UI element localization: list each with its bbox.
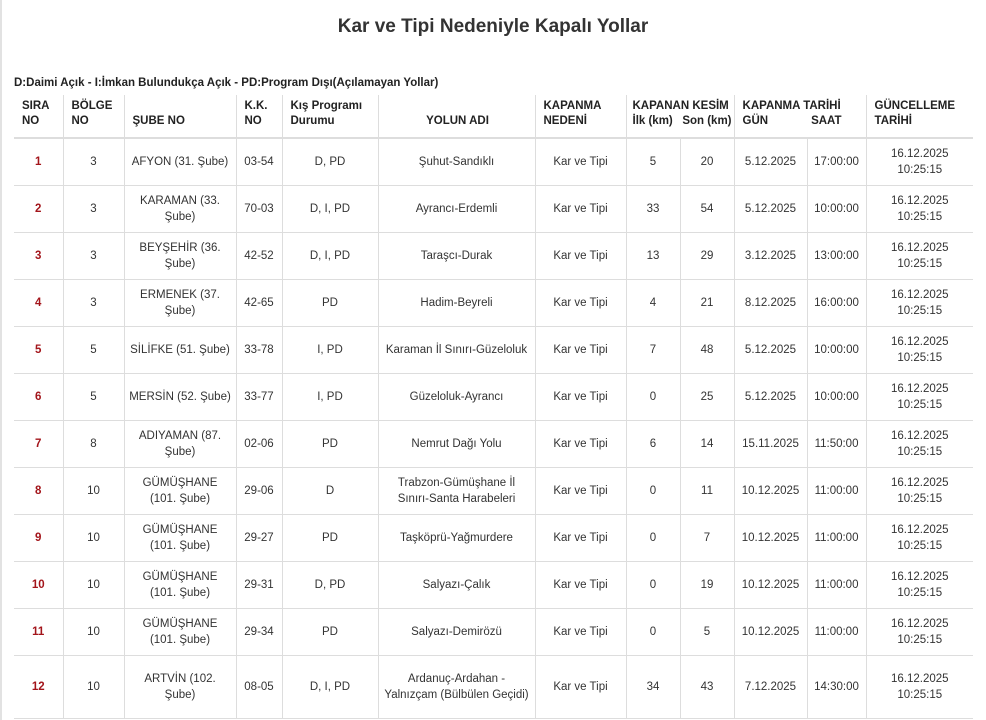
cell-bolge-no: 5 <box>63 374 124 421</box>
cell-yolun-adi: Hadim-Beyreli <box>378 280 535 327</box>
cell-gun: 5.12.2025 <box>734 186 807 233</box>
table-row <box>14 421 973 468</box>
cell-saat: 16:00:00 <box>807 280 866 327</box>
header-sira-no <box>14 95 63 138</box>
cell-kis-programi: D, PD <box>282 138 378 186</box>
cell-sube-no: MERSİN (52. Şube) <box>124 374 236 421</box>
header-kapanan-kesim <box>626 95 734 138</box>
cell-yolun-adi: Güzeloluk-Ayrancı <box>378 374 535 421</box>
cell-son-km: 5 <box>680 609 734 656</box>
cell-kk-no: 70-03 <box>236 186 282 233</box>
cell-saat: 10:00:00 <box>807 374 866 421</box>
guncelleme-date: 16.12.2025 <box>891 383 949 395</box>
cell-gun: 5.12.2025 <box>734 374 807 421</box>
header-saat: SAAT <box>811 115 842 127</box>
cell-kis-programi: D, PD <box>282 562 378 609</box>
cell-kapanma-nedeni: Kar ve Tipi <box>535 280 626 327</box>
table-row <box>14 327 973 374</box>
header-line: KAPANMA <box>543 100 602 112</box>
header-line: NEDENİ <box>543 115 587 127</box>
guncelleme-time: 10:25:15 <box>897 689 943 701</box>
cell-ilk-km: 33 <box>626 186 680 233</box>
cell-saat: 11:00:00 <box>807 562 866 609</box>
header-kapanma-nedeni <box>535 95 626 138</box>
cell-guncelleme-tarihi <box>866 138 973 186</box>
cell-bolge-no: 10 <box>63 515 124 562</box>
cell-son-km: 11 <box>680 468 734 515</box>
cell-sube-no: KARAMAN (33. Şube) <box>124 186 236 233</box>
cell-sira-no: 7 <box>14 421 63 468</box>
header-line: NO <box>244 115 262 127</box>
cell-saat: 14:30:00 <box>807 656 866 719</box>
header-gun: GÜN <box>742 115 769 127</box>
header-guncelleme-tarihi <box>866 95 973 138</box>
cell-kis-programi: PD <box>282 515 378 562</box>
cell-sira-no: 8 <box>14 468 63 515</box>
table-row <box>14 468 973 515</box>
cell-saat: 10:00:00 <box>807 327 866 374</box>
guncelleme-time: 10:25:15 <box>897 211 943 223</box>
cell-son-km: 20 <box>680 138 734 186</box>
cell-sube-no: BEYŞEHİR (36. Şube) <box>124 233 236 280</box>
cell-guncelleme-tarihi <box>866 515 973 562</box>
cell-ilk-km: 7 <box>626 327 680 374</box>
cell-sube-no: GÜMÜŞHANE (101. Şube) <box>124 609 236 656</box>
cell-guncelleme-tarihi <box>866 562 973 609</box>
cell-ilk-km: 4 <box>626 280 680 327</box>
header-yolun-adi: YOLUN ADI <box>378 95 535 138</box>
header-line: SIRA <box>22 100 50 112</box>
header-line: GÜNCELLEME <box>874 100 956 112</box>
cell-gun: 5.12.2025 <box>734 327 807 374</box>
cell-bolge-no: 10 <box>63 609 124 656</box>
cell-sube-no: ADIYAMAN (87. Şube) <box>124 421 236 468</box>
cell-ilk-km: 6 <box>626 421 680 468</box>
header-son-km: Son (km) <box>682 115 732 127</box>
cell-saat: 11:00:00 <box>807 609 866 656</box>
cell-kis-programi: PD <box>282 421 378 468</box>
cell-bolge-no: 5 <box>63 327 124 374</box>
header-bolge-no <box>63 95 124 138</box>
table-row <box>14 233 973 280</box>
cell-yolun-adi: Karaman İl Sınırı-Güzeloluk <box>378 327 535 374</box>
cell-sube-no: GÜMÜŞHANE (101. Şube) <box>124 468 236 515</box>
cell-saat: 11:50:00 <box>807 421 866 468</box>
page-title: Kar ve Tipi Nedeniyle Kapalı Yollar <box>337 16 649 37</box>
cell-kk-no: 29-27 <box>236 515 282 562</box>
table-row <box>14 186 973 233</box>
cell-kapanma-nedeni: Kar ve Tipi <box>535 468 626 515</box>
status-legend: D:Daimi Açık - I:İmkan Bulundukça Açık - PD:Program Dışı(Açılamayan Yollar) <box>14 77 439 89</box>
guncelleme-date: 16.12.2025 <box>891 618 949 630</box>
header-kapanma-tarihi <box>734 95 866 138</box>
cell-kk-no: 29-31 <box>236 562 282 609</box>
cell-kapanma-nedeni: Kar ve Tipi <box>535 609 626 656</box>
cell-sube-no: ARTVİN (102. Şube) <box>124 656 236 719</box>
cell-sira-no: 4 <box>14 280 63 327</box>
cell-kk-no: 08-05 <box>236 656 282 719</box>
cell-yolun-adi: Trabzon-Gümüşhane İl Sınırı-Santa Harabeleri <box>378 468 535 515</box>
header-sube-no: ŞUBE NO <box>124 95 236 138</box>
cell-kk-no: 33-78 <box>236 327 282 374</box>
cell-bolge-no: 8 <box>63 421 124 468</box>
cell-sube-no: AFYON (31. Şube) <box>124 138 236 186</box>
cell-ilk-km: 0 <box>626 515 680 562</box>
cell-guncelleme-tarihi <box>866 609 973 656</box>
cell-bolge-no: 10 <box>63 468 124 515</box>
cell-son-km: 43 <box>680 656 734 719</box>
cell-kapanma-nedeni: Kar ve Tipi <box>535 186 626 233</box>
cell-gun: 8.12.2025 <box>734 280 807 327</box>
cell-ilk-km: 34 <box>626 656 680 719</box>
cell-son-km: 29 <box>680 233 734 280</box>
header-kis-programi <box>282 95 378 138</box>
cell-kk-no: 29-06 <box>236 468 282 515</box>
cell-kapanma-nedeni: Kar ve Tipi <box>535 233 626 280</box>
guncelleme-date: 16.12.2025 <box>891 148 949 160</box>
guncelleme-time: 10:25:15 <box>897 634 943 646</box>
cell-guncelleme-tarihi <box>866 468 973 515</box>
table-row <box>14 280 973 327</box>
cell-kapanma-nedeni: Kar ve Tipi <box>535 138 626 186</box>
guncelleme-time: 10:25:15 <box>897 164 943 176</box>
cell-bolge-no: 3 <box>63 280 124 327</box>
header-kesim-title: KAPANAN KESİM <box>632 100 729 112</box>
guncelleme-time: 10:25:15 <box>897 258 943 270</box>
guncelleme-date: 16.12.2025 <box>891 430 949 442</box>
guncelleme-date: 16.12.2025 <box>891 336 949 348</box>
cell-guncelleme-tarihi <box>866 327 973 374</box>
guncelleme-time: 10:25:15 <box>897 446 943 458</box>
header-line: Durumu <box>290 115 335 127</box>
cell-kis-programi: PD <box>282 609 378 656</box>
cell-kis-programi: D, I, PD <box>282 656 378 719</box>
cell-sira-no: 2 <box>14 186 63 233</box>
header-line: BÖLGE <box>71 100 113 112</box>
header-line: TARİHİ <box>874 115 913 127</box>
guncelleme-time: 10:25:15 <box>897 305 943 317</box>
cell-yolun-adi: Ayrancı-Erdemli <box>378 186 535 233</box>
header-kk-no <box>236 95 282 138</box>
header-line: K.K. <box>244 100 268 112</box>
cell-saat: 10:00:00 <box>807 186 866 233</box>
cell-ilk-km: 0 <box>626 374 680 421</box>
cell-guncelleme-tarihi <box>866 233 973 280</box>
guncelleme-date: 16.12.2025 <box>891 289 949 301</box>
guncelleme-date: 16.12.2025 <box>891 242 949 254</box>
cell-kapanma-nedeni: Kar ve Tipi <box>535 656 626 719</box>
cell-kis-programi: D, I, PD <box>282 233 378 280</box>
table-header <box>14 95 973 138</box>
cell-ilk-km: 13 <box>626 233 680 280</box>
guncelleme-time: 10:25:15 <box>897 540 943 552</box>
header-line: NO <box>22 115 40 127</box>
cell-sira-no: 6 <box>14 374 63 421</box>
guncelleme-date: 16.12.2025 <box>891 195 949 207</box>
cell-kapanma-nedeni: Kar ve Tipi <box>535 327 626 374</box>
cell-yolun-adi: Salyazı-Çalık <box>378 562 535 609</box>
table-row <box>14 138 973 186</box>
cell-guncelleme-tarihi <box>866 656 973 719</box>
table-row <box>14 374 973 421</box>
cell-bolge-no: 3 <box>63 138 124 186</box>
table-row <box>14 515 973 562</box>
table-row <box>14 656 973 719</box>
cell-kk-no: 29-34 <box>236 609 282 656</box>
cell-sira-no: 12 <box>14 656 63 719</box>
cell-sira-no: 9 <box>14 515 63 562</box>
table-row <box>14 562 973 609</box>
cell-sira-no: 5 <box>14 327 63 374</box>
cell-guncelleme-tarihi <box>866 280 973 327</box>
table-row <box>14 609 973 656</box>
cell-kk-no: 42-65 <box>236 280 282 327</box>
cell-saat: 11:00:00 <box>807 468 866 515</box>
cell-bolge-no: 3 <box>63 233 124 280</box>
cell-yolun-adi: Taşköprü-Yağmurdere <box>378 515 535 562</box>
cell-sira-no: 10 <box>14 562 63 609</box>
table-body <box>14 138 973 719</box>
cell-gun: 10.12.2025 <box>734 468 807 515</box>
cell-son-km: 48 <box>680 327 734 374</box>
guncelleme-date: 16.12.2025 <box>891 571 949 583</box>
cell-sira-no: 3 <box>14 233 63 280</box>
header-line: NO <box>71 115 89 127</box>
cell-kk-no: 42-52 <box>236 233 282 280</box>
cell-gun: 15.11.2025 <box>734 421 807 468</box>
cell-sira-no: 1 <box>14 138 63 186</box>
guncelleme-time: 10:25:15 <box>897 493 943 505</box>
cell-gun: 7.12.2025 <box>734 656 807 719</box>
cell-ilk-km: 0 <box>626 562 680 609</box>
cell-son-km: 54 <box>680 186 734 233</box>
cell-son-km: 21 <box>680 280 734 327</box>
cell-sube-no: SİLİFKE (51. Şube) <box>124 327 236 374</box>
cell-kis-programi: I, PD <box>282 327 378 374</box>
cell-saat: 11:00:00 <box>807 515 866 562</box>
cell-kk-no: 03-54 <box>236 138 282 186</box>
cell-kis-programi: D, I, PD <box>282 186 378 233</box>
cell-kapanma-nedeni: Kar ve Tipi <box>535 515 626 562</box>
cell-kk-no: 02-06 <box>236 421 282 468</box>
cell-gun: 10.12.2025 <box>734 562 807 609</box>
cell-yolun-adi: Taraşcı-Durak <box>378 233 535 280</box>
cell-son-km: 19 <box>680 562 734 609</box>
guncelleme-time: 10:25:15 <box>897 352 943 364</box>
header-ilk-km: İlk (km) <box>632 115 673 127</box>
cell-gun: 10.12.2025 <box>734 515 807 562</box>
cell-kapanma-nedeni: Kar ve Tipi <box>535 421 626 468</box>
cell-guncelleme-tarihi <box>866 421 973 468</box>
cell-sube-no: GÜMÜŞHANE (101. Şube) <box>124 515 236 562</box>
cell-bolge-no: 10 <box>63 656 124 719</box>
cell-yolun-adi: Ardanuç-Ardahan - Yalnızçam (Bülbülen Geçidi) <box>378 656 535 719</box>
cell-gun: 10.12.2025 <box>734 609 807 656</box>
guncelleme-time: 10:25:15 <box>897 587 943 599</box>
cell-kis-programi: D <box>282 468 378 515</box>
cell-kapanma-nedeni: Kar ve Tipi <box>535 374 626 421</box>
guncelleme-date: 16.12.2025 <box>891 524 949 536</box>
cell-kapanma-nedeni: Kar ve Tipi <box>535 562 626 609</box>
guncelleme-time: 10:25:15 <box>897 399 943 411</box>
cell-yolun-adi: Şuhut-Sandıklı <box>378 138 535 186</box>
guncelleme-date: 16.12.2025 <box>891 673 949 685</box>
cell-sube-no: GÜMÜŞHANE (101. Şube) <box>124 562 236 609</box>
cell-sira-no: 11 <box>14 609 63 656</box>
cell-son-km: 14 <box>680 421 734 468</box>
cell-bolge-no: 10 <box>63 562 124 609</box>
cell-kk-no: 33-77 <box>236 374 282 421</box>
cell-kis-programi: I, PD <box>282 374 378 421</box>
cell-gun: 3.12.2025 <box>734 233 807 280</box>
cell-ilk-km: 0 <box>626 609 680 656</box>
header-tarih-title: KAPANMA TARİHİ <box>742 100 841 112</box>
cell-saat: 13:00:00 <box>807 233 866 280</box>
cell-ilk-km: 0 <box>626 468 680 515</box>
cell-bolge-no: 3 <box>63 186 124 233</box>
page-left-border <box>0 0 2 720</box>
cell-kis-programi: PD <box>282 280 378 327</box>
cell-gun: 5.12.2025 <box>734 138 807 186</box>
cell-guncelleme-tarihi <box>866 186 973 233</box>
cell-son-km: 25 <box>680 374 734 421</box>
cell-saat: 17:00:00 <box>807 138 866 186</box>
cell-yolun-adi: Nemrut Dağı Yolu <box>378 421 535 468</box>
cell-sube-no: ERMENEK (37. Şube) <box>124 280 236 327</box>
cell-ilk-km: 5 <box>626 138 680 186</box>
cell-yolun-adi: Salyazı-Demirözü <box>378 609 535 656</box>
guncelleme-date: 16.12.2025 <box>891 477 949 489</box>
cell-son-km: 7 <box>680 515 734 562</box>
cell-guncelleme-tarihi <box>866 374 973 421</box>
closed-roads-table <box>14 95 973 719</box>
header-line: Kış Programı <box>290 100 363 112</box>
